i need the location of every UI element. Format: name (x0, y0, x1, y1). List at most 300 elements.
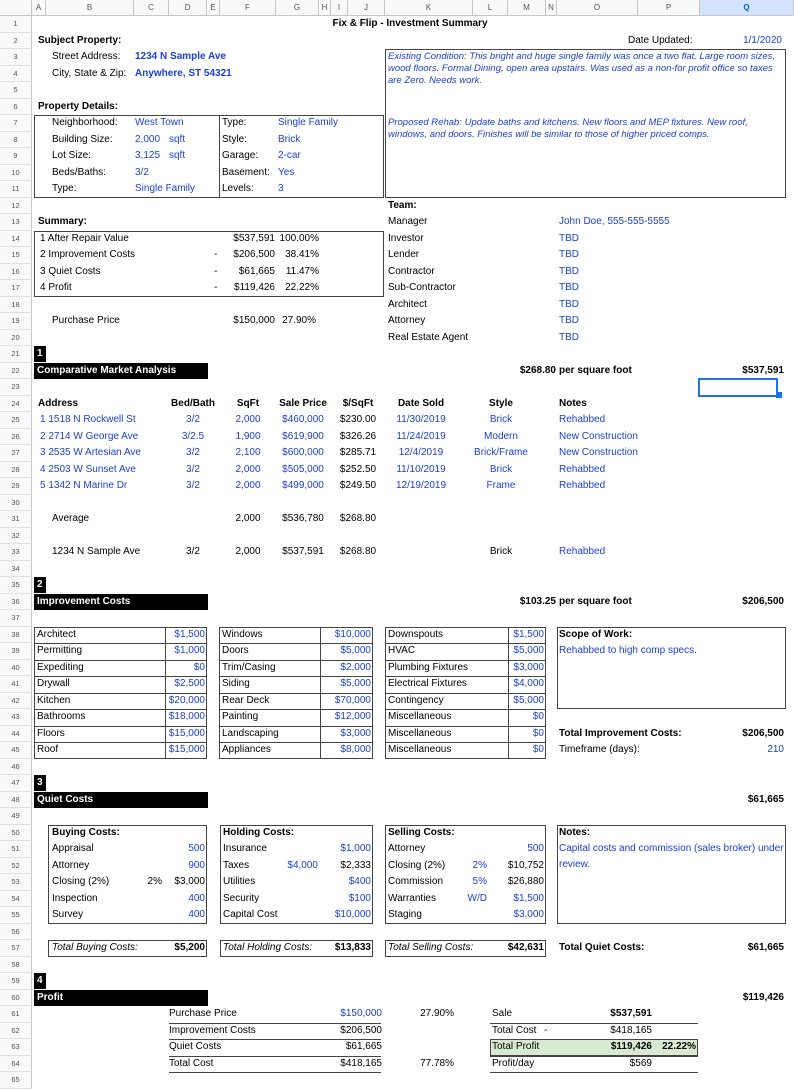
total-buying-label: Total Buying Costs: (52, 942, 138, 953)
fill-handle[interactable] (776, 392, 782, 398)
existing-condition-text: Existing Condition: This bright and huge single family was once a two flat. Large room sizes, wood floors. Formal Dining, open area upstairs. Was used as a non-for profit office so taxes are Zero. Needs work. (388, 51, 776, 86)
subject-heading: Subject Property: (38, 34, 122, 46)
summary-row-label: 4 Profit (40, 282, 72, 293)
row-header-59[interactable]: 59 (0, 973, 32, 990)
quiet-notes-box (557, 825, 786, 924)
scope-label: Scope of Work: (559, 628, 633, 640)
team-name: TBD (559, 331, 579, 343)
buying-item-value: 500 (188, 843, 205, 854)
comp-address: 4 2503 W Sunset Ave (40, 463, 136, 475)
improvement-psf-label: per square foot (559, 595, 632, 607)
summary-row-value: $119,426 (234, 282, 275, 293)
row-header-8[interactable]: 8 (0, 132, 32, 149)
column-header-d[interactable]: D (169, 0, 207, 16)
selling-item-label: Closing (2%) (388, 859, 446, 871)
summary-row-pct: 22.22% (285, 282, 319, 293)
selling-item-pct: 5% (472, 876, 487, 887)
row-header-64[interactable]: 64 (0, 1056, 32, 1073)
team-role: Architect (388, 298, 427, 310)
comp-address: 2 2714 W George Ave (40, 430, 139, 442)
team-name: TBD (559, 249, 579, 260)
improvement-item-value: $1,500 (513, 628, 544, 640)
improvement-item-label: Roof (37, 744, 59, 755)
improvement-item-label: Miscellaneous (388, 727, 452, 739)
cma-average-price: $536,780 (282, 513, 324, 524)
row-header-29[interactable]: 29 (0, 478, 32, 495)
row-header-19[interactable]: 19 (0, 313, 32, 330)
profit-right-value: $537,591 (610, 1008, 652, 1019)
improvement-item-value: $5,000 (513, 694, 544, 706)
row-header-30[interactable]: 30 (0, 495, 32, 512)
row-header-28[interactable]: 28 (0, 462, 32, 479)
improvement-item-label: Rear Deck (222, 694, 270, 706)
improvement-item-value: $15,000 (168, 744, 205, 755)
column-header-e[interactable]: E (207, 0, 220, 16)
total-buying-value: $5,200 (174, 942, 205, 953)
row-header-3[interactable]: 3 (0, 49, 32, 66)
profit-right-pct: 22.22% (662, 1041, 696, 1052)
row-header-22[interactable]: 22 (0, 363, 32, 380)
total-selling-value: $42,631 (507, 942, 544, 953)
improvement-item-value: $70,000 (334, 694, 371, 706)
comp-notes: Rehabbed (559, 463, 606, 475)
section-heading-profit: Profit (34, 990, 208, 1006)
holding-item-value: $1,000 (340, 843, 371, 854)
quiet-notes-text: Capital costs and commission (sales broker) under review. (559, 843, 784, 870)
summary-row-pct: 38.41% (285, 249, 319, 260)
profit-right-pct (656, 1006, 696, 1022)
selling-item-label: Commission (388, 876, 444, 887)
cma-subject-bedbath: 3/2 (186, 546, 200, 557)
column-header-i[interactable]: I (331, 0, 348, 16)
team-role: Lender (388, 249, 420, 260)
levels-label: Levels: (222, 183, 254, 194)
comp-style: Brick (489, 414, 513, 425)
improvement-item-label: Miscellaneous (388, 711, 452, 722)
holding-item-label: Utilities (223, 876, 256, 887)
row-header-41[interactable]: 41 (0, 676, 32, 693)
comp-style: Modern (484, 430, 518, 442)
profit-left-label: Quiet Costs (169, 1041, 222, 1052)
profit-right-pct (656, 1023, 696, 1039)
improvement-item-label: Siding (222, 678, 250, 689)
profit-left-pct: 77.78% (420, 1057, 454, 1069)
selling-item-label: Warranties (388, 892, 436, 904)
column-header-c[interactable]: C (134, 0, 169, 16)
summary-row-dash: - (214, 282, 218, 293)
profit-right-dash: - (544, 1024, 548, 1036)
date-label: Date Updated: (628, 34, 693, 46)
row-header-15[interactable]: 15 (0, 247, 32, 264)
section-heading-improvement: Improvement Costs (34, 594, 208, 610)
row-header-60[interactable]: 60 (0, 990, 32, 1007)
row-header-5[interactable]: 5 (0, 82, 32, 99)
column-header-q[interactable]: Q (700, 0, 794, 16)
cma-average-label: Average (52, 513, 90, 524)
basement-label: Basement: (222, 166, 270, 178)
row-header-42[interactable]: 42 (0, 693, 32, 710)
holding-item-value: $100 (348, 892, 371, 904)
improvement-item-value: $0 (193, 661, 205, 673)
cma-header-date: Date Sold (397, 397, 445, 409)
row-header-55[interactable]: 55 (0, 907, 32, 924)
beds-label: Beds/Baths: (52, 166, 106, 178)
profit-left-value: $61,665 (345, 1041, 382, 1052)
selling-heading: Selling Costs: (388, 826, 455, 838)
comp-address: 5 1342 N Marine Dr (40, 480, 128, 491)
improvement-item-label: Floors (37, 727, 65, 739)
city-label: City, State & Zip: (52, 67, 127, 79)
details-heading: Property Details: (38, 100, 119, 112)
cma-psf: $268.80 (519, 364, 556, 376)
row-header-49[interactable]: 49 (0, 808, 32, 825)
column-header-h[interactable]: H (319, 0, 331, 16)
section-number-improvement: 2 (34, 577, 46, 593)
team-name: John Doe, 555-555-5555 (559, 216, 670, 227)
type2-value: Single Family (278, 117, 339, 128)
row-header-6[interactable]: 6 (0, 99, 32, 116)
row-header-17[interactable]: 17 (0, 280, 32, 297)
improvement-item-value: $1,000 (174, 645, 205, 656)
comp-sqft: 2,100 (235, 447, 261, 458)
summary-row-dash: - (214, 265, 218, 277)
section-heading-cma: Comparative Market Analysis (34, 363, 208, 379)
profit-right-label: Total Profit (492, 1041, 540, 1052)
cma-header-style: Style (489, 397, 513, 409)
total-improvement-label: Total Improvement Costs: (559, 727, 682, 739)
row-header-12[interactable]: 12 (0, 198, 32, 215)
improvement-item-label: Trim/Casing (222, 661, 276, 673)
column-header-p[interactable]: P (638, 0, 700, 16)
team-name: TBD (559, 282, 579, 293)
team-role: Sub-Contractor (388, 282, 456, 293)
basement-value: Yes (278, 166, 295, 178)
cma-header-bedbath: Bed/Bath (171, 397, 215, 409)
team-role: Investor (388, 232, 424, 244)
comp-notes: New Construction (559, 430, 638, 442)
building-label: Building Size: (52, 133, 113, 145)
team-name: TBD (559, 315, 579, 326)
row-header-50[interactable]: 50 (0, 825, 32, 842)
cma-subject-notes: Rehabbed (559, 546, 606, 557)
profit-right-label: Total Cost (492, 1024, 537, 1036)
profit-left-label: Total Cost (169, 1057, 214, 1069)
row-header-53[interactable]: 53 (0, 874, 32, 891)
row-header-39[interactable]: 39 (0, 643, 32, 660)
summary-row-value: $206,500 (233, 249, 275, 260)
selling-item-pct: 2% (472, 859, 487, 871)
row-header-51[interactable]: 51 (0, 841, 32, 858)
garage-value: 2-car (278, 150, 301, 161)
type2-label: Type: (222, 117, 247, 128)
row-header-54[interactable]: 54 (0, 891, 32, 908)
row-header-44[interactable]: 44 (0, 726, 32, 743)
timeframe-label: Timeframe (days): (559, 744, 640, 755)
profit-left-value: $418,165 (340, 1057, 382, 1069)
cma-subject-sqft: 2,000 (235, 546, 261, 557)
selling-item-pct: W/D (467, 892, 487, 904)
row-header-24[interactable]: 24 (0, 396, 32, 413)
selling-item-pct (457, 841, 487, 857)
section-number-quiet: 3 (34, 775, 46, 791)
improvement-item-label: Contingency (388, 694, 444, 706)
type-label: Type: (52, 183, 77, 194)
improvement-item-value: $2,500 (174, 678, 205, 689)
row-header-4[interactable]: 4 (0, 66, 32, 83)
row-header-38[interactable]: 38 (0, 627, 32, 644)
summary-row-value: $61,665 (238, 265, 275, 277)
type-value-left: Single Family (135, 183, 196, 194)
improvement-item-value: $2,000 (340, 661, 371, 673)
profit-left-value: $150,000 (340, 1008, 382, 1019)
team-name: TBD (559, 232, 579, 244)
selling-item-value: 500 (527, 843, 544, 854)
profit-left-pct: 27.90% (420, 1008, 454, 1019)
comp-psf: $249.50 (339, 480, 377, 491)
lot-label: Lot Size: (52, 150, 91, 161)
column-header-m[interactable]: M (508, 0, 546, 16)
holding-item-label: Capital Cost (223, 909, 278, 920)
cma-total: $537,591 (742, 364, 784, 376)
row-header-21[interactable]: 21 (0, 346, 32, 363)
column-header-n[interactable]: N (546, 0, 557, 16)
holding-item-value: $10,000 (334, 909, 371, 920)
row-header-13[interactable]: 13 (0, 214, 32, 231)
column-header-o[interactable]: O (557, 0, 638, 16)
comp-bedbath: 3/2 (186, 480, 200, 491)
team-heading: Team: (388, 199, 417, 211)
buying-item-label: Survey (52, 909, 84, 920)
team-role: Real Estate Agent (388, 331, 469, 343)
row-header-2[interactable]: 2 (0, 33, 32, 50)
section-number-cma: 1 (34, 346, 46, 362)
row-header-20[interactable]: 20 (0, 330, 32, 347)
row-header-65[interactable]: 65 (0, 1072, 32, 1089)
comp-sqft: 2,000 (235, 480, 261, 491)
improvement-item-value: $5,000 (340, 678, 371, 689)
improvement-item-value: $5,000 (340, 645, 371, 656)
row-header-25[interactable]: 25 (0, 412, 32, 429)
buying-item-value: 400 (188, 892, 205, 904)
neighborhood-value: West Town (135, 117, 184, 128)
row-header-9[interactable]: 9 (0, 148, 32, 165)
row-header-47[interactable]: 47 (0, 775, 32, 792)
profit-left-value: $206,500 (340, 1024, 382, 1036)
row-header-32[interactable]: 32 (0, 528, 32, 545)
profit-left-pct (404, 1039, 454, 1055)
improvement-item-label: Appliances (222, 744, 271, 755)
improvement-item-label: Architect (37, 628, 76, 640)
row-header-46[interactable]: 46 (0, 759, 32, 776)
row-header-11[interactable]: 11 (0, 181, 32, 198)
comp-notes: Rehabbed (559, 480, 606, 491)
row-header-43[interactable]: 43 (0, 709, 32, 726)
comp-notes: New Construction (559, 447, 638, 458)
buying-item-value: 400 (188, 909, 205, 920)
improvement-item-value: $10,000 (334, 628, 371, 640)
row-header-48[interactable]: 48 (0, 792, 32, 809)
cma-header-notes: Notes (559, 397, 587, 409)
cma-psf-label: per square foot (559, 364, 632, 376)
row-header-14[interactable]: 14 (0, 231, 32, 248)
column-header-a[interactable]: A (32, 0, 46, 16)
selling-item-value: $3,000 (513, 909, 544, 920)
improvement-item-value: $0 (532, 744, 544, 755)
buying-item-pct: 2% (147, 876, 162, 887)
row-header-23[interactable]: 23 (0, 379, 32, 396)
neighborhood-label: Neighborhood: (52, 117, 118, 128)
comp-notes: Rehabbed (559, 414, 606, 425)
holding-heading: Holding Costs: (223, 826, 295, 838)
row-header-7[interactable]: 7 (0, 115, 32, 132)
row-header-1[interactable]: 1 (0, 16, 32, 33)
select-all-corner[interactable] (0, 0, 32, 16)
profit-right-value: $569 (629, 1057, 652, 1069)
selling-item-label: Attorney (388, 843, 426, 854)
holding-item-label: Taxes (223, 859, 250, 871)
sheet-title: Fix & Flip - Investment Summary (332, 18, 488, 29)
comp-bedbath: 3/2 (186, 414, 200, 425)
column-header-f[interactable]: F (220, 0, 276, 16)
row-header-35[interactable]: 35 (0, 577, 32, 594)
total-improvement-value: $206,500 (742, 727, 784, 739)
improvement-item-value: $18,000 (168, 711, 205, 722)
comp-psf: $230.00 (339, 414, 377, 425)
improvement-item-value: $5,000 (513, 645, 544, 656)
total-holding-label: Total Holding Costs: (223, 942, 313, 953)
selected-cell-q23[interactable] (698, 378, 778, 397)
row-header-31[interactable]: 31 (0, 511, 32, 528)
improvement-item-label: Windows (222, 628, 263, 640)
buying-item-value: 900 (188, 859, 205, 871)
lot-unit: sqft (169, 150, 186, 161)
summary-row-pct: 11.47% (285, 265, 319, 277)
improvement-item-value: $4,000 (513, 678, 544, 689)
comp-date: 11/24/2019 (396, 430, 446, 442)
profit-right-pct (656, 1056, 696, 1072)
lot-value: 3,125 (135, 150, 161, 161)
column-header-g[interactable]: G (276, 0, 319, 16)
profit-left-label: Purchase Price (169, 1008, 237, 1019)
holding-item-sub (268, 891, 318, 907)
column-header-k[interactable]: K (385, 0, 473, 16)
holding-item-sub: $4,000 (287, 859, 318, 871)
comp-price: $505,000 (282, 463, 324, 475)
comp-psf: $326.26 (339, 430, 377, 442)
style-value: Brick (278, 133, 301, 145)
comp-style: Frame (486, 480, 516, 491)
cma-header-sqft: SqFt (236, 397, 260, 409)
row-header-58[interactable]: 58 (0, 957, 32, 974)
column-header-l[interactable]: L (473, 0, 508, 16)
summary-row-label: 2 Improvement Costs (40, 249, 136, 260)
cma-header-price: Sale Price (279, 397, 327, 409)
column-header-j[interactable]: J (348, 0, 385, 16)
levels-value: 3 (278, 183, 284, 194)
comp-style: Brick (489, 463, 513, 475)
street-label: Street Address: (52, 51, 121, 62)
selling-item-value: $10,752 (507, 859, 544, 871)
improvement-item-label: Miscellaneous (388, 744, 452, 755)
row-header-26[interactable]: 26 (0, 429, 32, 446)
improvement-psf: $103.25 (519, 595, 556, 607)
comp-sqft: 2,000 (235, 463, 261, 475)
holding-item-value: $400 (348, 876, 371, 887)
improvement-item-label: Painting (222, 711, 259, 722)
comp-date: 11/30/2019 (396, 414, 446, 425)
row-header-16[interactable]: 16 (0, 264, 32, 281)
row-header-62[interactable]: 62 (0, 1023, 32, 1040)
profit-left-label: Improvement Costs (169, 1024, 256, 1036)
improvement-total: $206,500 (742, 595, 784, 607)
improvement-item-label: Bathrooms (37, 711, 86, 722)
comp-psf: $285.71 (339, 447, 377, 458)
row-header-52[interactable]: 52 (0, 858, 32, 875)
purchase-value: $150,000 (233, 315, 275, 326)
row-header-34[interactable]: 34 (0, 561, 32, 578)
improvement-item-value: $8,000 (340, 744, 371, 755)
summary-row-pct: 100.00% (279, 232, 319, 244)
buying-item-label: Attorney (52, 859, 90, 871)
row-header-40[interactable]: 40 (0, 660, 32, 677)
row-header-10[interactable]: 10 (0, 165, 32, 182)
row-header-61[interactable]: 61 (0, 1006, 32, 1023)
row-header-18[interactable]: 18 (0, 297, 32, 314)
buying-item-value: $3,000 (174, 876, 205, 887)
city-value: Anywhere, ST 54321 (135, 67, 232, 79)
style-label: Style: (222, 133, 248, 145)
profit-left-pct (404, 1023, 454, 1039)
summary-row-dash: - (214, 249, 218, 260)
row-header-36[interactable]: 36 (0, 594, 32, 611)
comp-address: 1 1518 N Rockwell St (40, 414, 136, 425)
buying-item-label: Appraisal (52, 843, 94, 854)
quiet-notes-heading: Notes: (559, 826, 591, 838)
profit-right-value: $418,165 (610, 1024, 652, 1036)
team-name: TBD (559, 298, 579, 310)
profit-right-value: $119,426 (610, 1041, 652, 1052)
cma-subject-psf: $268.80 (339, 546, 377, 557)
row-header-37[interactable]: 37 (0, 610, 32, 627)
row-header-45[interactable]: 45 (0, 742, 32, 759)
row-header-57[interactable]: 57 (0, 940, 32, 957)
summary-row-label: 3 Quiet Costs (40, 265, 101, 277)
building-value: 2,000 (135, 133, 161, 145)
selling-item-value: $1,500 (513, 892, 544, 904)
cma-subject-style: Brick (489, 546, 513, 557)
column-header-b[interactable]: B (46, 0, 134, 16)
row-header-27[interactable]: 27 (0, 445, 32, 462)
row-header-33[interactable]: 33 (0, 544, 32, 561)
team-role: Contractor (388, 265, 435, 277)
holding-item-label: Security (223, 892, 260, 904)
row-header-63[interactable]: 63 (0, 1039, 32, 1056)
improvement-item-value: $3,000 (513, 661, 544, 673)
profit-right-label: Sale (492, 1008, 513, 1019)
summary-heading: Summary: (38, 216, 87, 227)
improvement-item-value: $0 (532, 727, 544, 739)
cma-header-address: Address (38, 397, 79, 409)
section-heading-quiet: Quiet Costs (34, 792, 208, 808)
buying-item-label: Closing (2%) (52, 876, 110, 887)
quiet-total: $61,665 (747, 793, 784, 805)
improvement-item-value: $0 (532, 711, 544, 722)
cma-subject-address: 1234 N Sample Ave (52, 546, 141, 557)
improvement-item-label: Expediting (37, 661, 84, 673)
row-header-56[interactable]: 56 (0, 924, 32, 941)
improvement-item-label: Drywall (37, 678, 70, 689)
selling-item-value: $26,880 (507, 876, 544, 887)
